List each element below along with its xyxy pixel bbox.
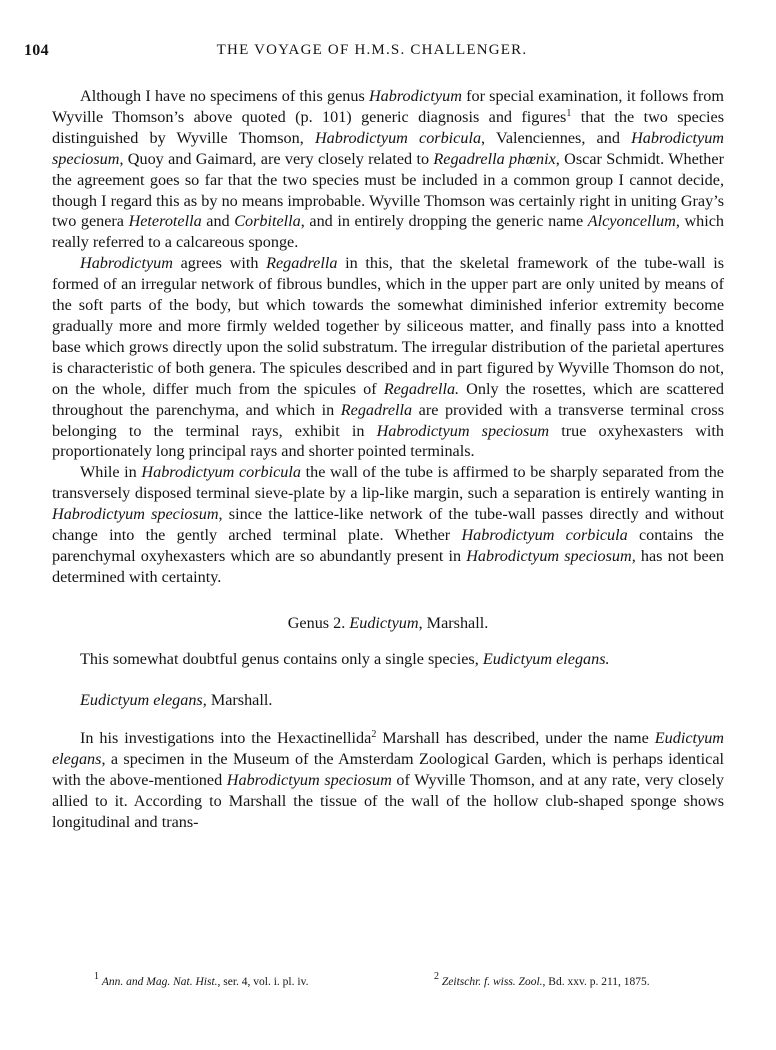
text-run: , a specimen in the Museum of the Amsterdam Zoological Garden, which is perhaps identical with the above-mentioned: [52, 750, 724, 790]
paragraph-skeletal-framework: [52, 253, 724, 462]
text-run: has not been determined with certainty.: [52, 546, 724, 586]
species-heading: [52, 690, 724, 711]
text-run: in this, that the skeletal framework of the tube-wall is formed of an irregular network of fibrous bundles, which in the upper part are only united by means of the soft parts of the body, but which towards the somewhat diminished inferior extremity become gradually more and more firmly welded together by siliceous matter, and finally pass into a knotted base which grows directly upon the solid substratum. The irregular distribution of the parietal apertures is characteristic of both genera. The spicules described and in part figured by Wyville Thomson do not, on the whole, differ much from the spicules of: [52, 254, 725, 398]
footnote-ref: 2: [371, 729, 377, 741]
text-run: are provided with a transverse terminal cross belonging to the terminal rays, exhibit in: [52, 400, 725, 440]
taxon-name: Habrodictyum corbicula: [141, 463, 301, 482]
text-run: Although I have no specimens of this genus: [80, 87, 369, 105]
body-text: [52, 86, 724, 833]
taxon-name: Habrodictyum speciosum: [376, 421, 550, 440]
taxon-name: Eudictyum: [349, 613, 419, 632]
paragraph-habrodictyum-intro: [52, 86, 724, 253]
taxon-name: Habrodictyum speciosum,: [466, 546, 636, 565]
footnote-mark: 1: [94, 971, 99, 982]
footnote-mark: 2: [434, 971, 439, 982]
text-run: , which really referred to a calcareous sponge.: [52, 212, 725, 252]
paragraph-marshall-investigation: [52, 728, 724, 833]
text-run: Genus 2.: [287, 613, 350, 632]
text-run: and: [201, 212, 235, 231]
taxon-name: Habrodictyum corbicula: [314, 128, 482, 147]
taxon-name: Corbitella: [234, 212, 301, 231]
text-run: , ser. 4, vol. i. pl. iv.: [217, 976, 309, 988]
text-run: Marshall has described, under the name: [376, 729, 655, 748]
text-run: that the two species distinguished by Wyville Thomson,: [52, 107, 724, 147]
running-title: THE VOYAGE OF H.M.S. CHALLENGER.: [216, 42, 528, 58]
text-run: While in: [80, 463, 142, 482]
text-run: the wall of the tube is affirmed to be sharply separated from the transversely disposed terminal sieve-plate by a lip-like margin, such a separation is entirely wanting in: [52, 463, 724, 503]
text-run: agrees with: [172, 254, 267, 273]
taxon-name: Regadrella: [266, 254, 338, 273]
text-run: since the lattice-like network of the tube-wall passes directly and without change into the gently arched terminal plate. Whether: [52, 505, 724, 545]
footnote-2: [434, 971, 650, 990]
taxon-name: Habrodictyum corbicula: [461, 526, 628, 545]
genus-description: [52, 649, 724, 670]
footnote-ref: 1: [566, 107, 572, 119]
page-number: 104: [24, 42, 49, 59]
text-run: , Quoy and Gaimard, are very closely related to: [119, 149, 434, 168]
taxon-name: Habrodictyum: [80, 254, 173, 273]
text-run: , Valenciennes, and: [481, 128, 632, 147]
text-run: , Bd. xxv. p. 211, 1875.: [542, 976, 650, 988]
text-run: for special examination, it follows from Wyville Thomson’s above quoted (p. 101) generic diagnosis and figures: [52, 87, 724, 126]
footnote-1: [94, 971, 309, 990]
journal-title: Zeitschr. f. wiss. Zool.: [441, 976, 543, 988]
taxon-name: Regadrella phœnix: [433, 149, 556, 168]
text-run: of Wyville Thomson, and at any rate, very closely allied to it. According to Marshall the tissue of the wall of the hollow club-shaped sponge shows longitudinal and trans-: [52, 771, 724, 832]
text-run: , Marshall.: [418, 613, 489, 632]
text-run: Only the rosettes, which are scattered throughout the parenchyma, and which in: [52, 379, 725, 419]
taxon-name: Eudictyum elegans: [52, 729, 724, 769]
text-run: , Oscar Schmidt. Whether the agreement goes so far that the two species must be included in a common group I cannot decide, though I regard this as by no means improbable. Wyville Thomson was certainly right in uniting Gray’s two genera: [52, 149, 724, 231]
text-run: In his investigations into the Hexactinellida: [80, 729, 372, 748]
genus-heading: [52, 613, 724, 634]
text-run: , and in entirely dropping the generic name: [300, 212, 588, 231]
journal-title: Ann. and Mag. Nat. Hist.: [101, 976, 218, 988]
text-run: This somewhat doubtful genus contains only a single species,: [80, 649, 483, 668]
text-run: , Marshall.: [202, 690, 273, 709]
taxon-name: Habrodictyum speciosum: [226, 771, 392, 790]
taxon-name: Regadrella.: [383, 379, 460, 398]
taxon-name: Habrodictyum: [368, 87, 462, 105]
text-run: true oxyhexasters with proportionately long principal rays and shorter pointed terminals.: [52, 421, 724, 461]
taxon-name: Eudictyum elegans: [80, 690, 203, 709]
taxon-name: Alcyoncellum: [587, 212, 676, 231]
taxon-name: Habrodictyum speciosum,: [52, 505, 223, 524]
taxon-name: Eudictyum elegans.: [482, 649, 610, 668]
text-run: contains the parenchymal oxyhexasters which are so abundantly present in: [52, 526, 724, 565]
taxon-name: Regadrella: [340, 400, 413, 419]
paragraph-tube-wall: [52, 462, 724, 587]
taxon-name: Habrodictyum speciosum: [52, 128, 724, 168]
taxon-name: Heterotella: [128, 212, 202, 231]
